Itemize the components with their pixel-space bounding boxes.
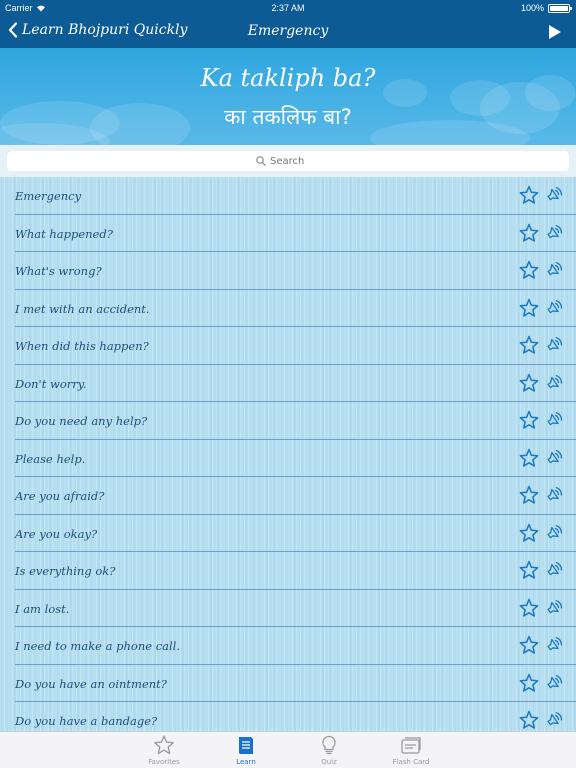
phrase-label: What happened? xyxy=(15,226,113,241)
list-item[interactable] xyxy=(0,627,576,665)
star-icon xyxy=(153,735,175,755)
flash-card-icon xyxy=(400,735,422,755)
list-item[interactable] xyxy=(0,327,576,365)
star-icon[interactable] xyxy=(519,185,539,205)
phrase-label: When did this happen? xyxy=(15,339,149,353)
phrase-label: Please help. xyxy=(15,451,86,466)
phrase-label: Are you okay? xyxy=(15,526,98,541)
star-icon[interactable] xyxy=(519,373,539,393)
book-icon xyxy=(235,735,257,755)
status-time: 2:37 AM xyxy=(271,3,305,13)
page-title: Emergency xyxy=(247,23,329,39)
phrase-label: Do you have an ointment? xyxy=(15,676,167,691)
speaker-icon[interactable] xyxy=(545,222,565,242)
list-item[interactable] xyxy=(0,702,576,731)
list-item[interactable] xyxy=(0,290,576,328)
star-icon[interactable] xyxy=(519,485,539,505)
search-bar xyxy=(0,145,576,177)
tab-quiz[interactable] xyxy=(299,735,359,766)
list-item[interactable] xyxy=(0,590,576,628)
phrase-banner xyxy=(0,48,576,145)
speaker-icon[interactable] xyxy=(545,259,565,279)
phrase-label: I met with an accident. xyxy=(15,301,150,316)
play-icon xyxy=(548,24,562,40)
navigation-bar xyxy=(0,16,576,48)
list-item[interactable] xyxy=(0,552,576,590)
tab-flash-card-label: Flash Card xyxy=(392,758,430,766)
speaker-icon[interactable] xyxy=(545,297,565,317)
speaker-icon[interactable] xyxy=(545,522,565,542)
speaker-icon[interactable] xyxy=(545,559,565,579)
speaker-icon[interactable] xyxy=(545,597,565,617)
speaker-icon[interactable] xyxy=(545,672,565,692)
phrase-label: Are you afraid? xyxy=(15,489,105,503)
phrase-label: I am lost. xyxy=(15,601,70,616)
list-item[interactable] xyxy=(0,365,576,403)
phrase-list[interactable] xyxy=(0,177,576,731)
phrase-label: Do you have a bandage? xyxy=(15,714,158,728)
star-icon[interactable] xyxy=(519,223,539,243)
list-item[interactable] xyxy=(0,215,576,253)
tab-favorites-label: Favorites xyxy=(148,758,180,766)
list-item[interactable] xyxy=(0,515,576,553)
list-item[interactable] xyxy=(0,252,576,290)
speaker-icon[interactable] xyxy=(545,184,565,204)
search-icon xyxy=(256,156,266,166)
star-icon[interactable] xyxy=(519,673,539,693)
list-item[interactable] xyxy=(0,440,576,478)
phrase-label: Don't worry. xyxy=(15,376,87,391)
lightbulb-icon xyxy=(318,735,340,755)
speaker-icon[interactable] xyxy=(545,634,565,654)
phrase-label: Is everything ok? xyxy=(15,564,116,578)
phrase-label: I need to make a phone call. xyxy=(15,639,181,653)
play-button[interactable] xyxy=(548,24,562,44)
phrase-english: Ka takliph ba? xyxy=(200,64,376,92)
status-bar xyxy=(0,0,576,16)
tab-learn[interactable] xyxy=(216,735,276,766)
star-icon[interactable] xyxy=(519,298,539,318)
phrase-label: What's wrong? xyxy=(15,264,102,278)
star-icon[interactable] xyxy=(519,260,539,280)
back-button[interactable] xyxy=(8,22,187,38)
search-input[interactable] xyxy=(270,156,320,167)
battery-icon xyxy=(548,4,570,13)
speaker-icon[interactable] xyxy=(545,447,565,467)
tab-bar xyxy=(0,731,576,768)
speaker-icon[interactable] xyxy=(545,372,565,392)
chevron-left-icon xyxy=(8,22,18,38)
search-field[interactable] xyxy=(7,151,569,171)
star-icon[interactable] xyxy=(519,635,539,655)
carrier-label: Carrier xyxy=(5,3,33,13)
speaker-icon[interactable] xyxy=(545,334,565,354)
battery-percent: 100% xyxy=(520,3,544,13)
tab-flash-card[interactable] xyxy=(381,735,441,766)
speaker-icon[interactable] xyxy=(545,484,565,504)
phrase-label: Emergency xyxy=(15,189,82,203)
list-item[interactable] xyxy=(0,177,576,215)
list-item[interactable] xyxy=(0,665,576,703)
star-icon[interactable] xyxy=(519,410,539,430)
tab-favorites[interactable] xyxy=(134,735,194,766)
speaker-icon[interactable] xyxy=(545,409,565,429)
star-icon[interactable] xyxy=(519,560,539,580)
star-icon[interactable] xyxy=(519,523,539,543)
star-icon[interactable] xyxy=(519,598,539,618)
phrase-label: Do you need any help? xyxy=(15,414,148,428)
star-icon[interactable] xyxy=(519,710,539,730)
tab-quiz-label: Quiz xyxy=(321,758,337,766)
speaker-icon[interactable] xyxy=(545,709,565,729)
list-item[interactable] xyxy=(0,402,576,440)
back-button-label: Learn Bhojpuri Quickly xyxy=(22,22,188,38)
phrase-hindi: का तकलिफ बा? xyxy=(224,105,352,129)
star-icon[interactable] xyxy=(519,335,539,355)
list-item[interactable] xyxy=(0,477,576,515)
tab-learn-label: Learn xyxy=(236,758,256,766)
star-icon[interactable] xyxy=(519,448,539,468)
